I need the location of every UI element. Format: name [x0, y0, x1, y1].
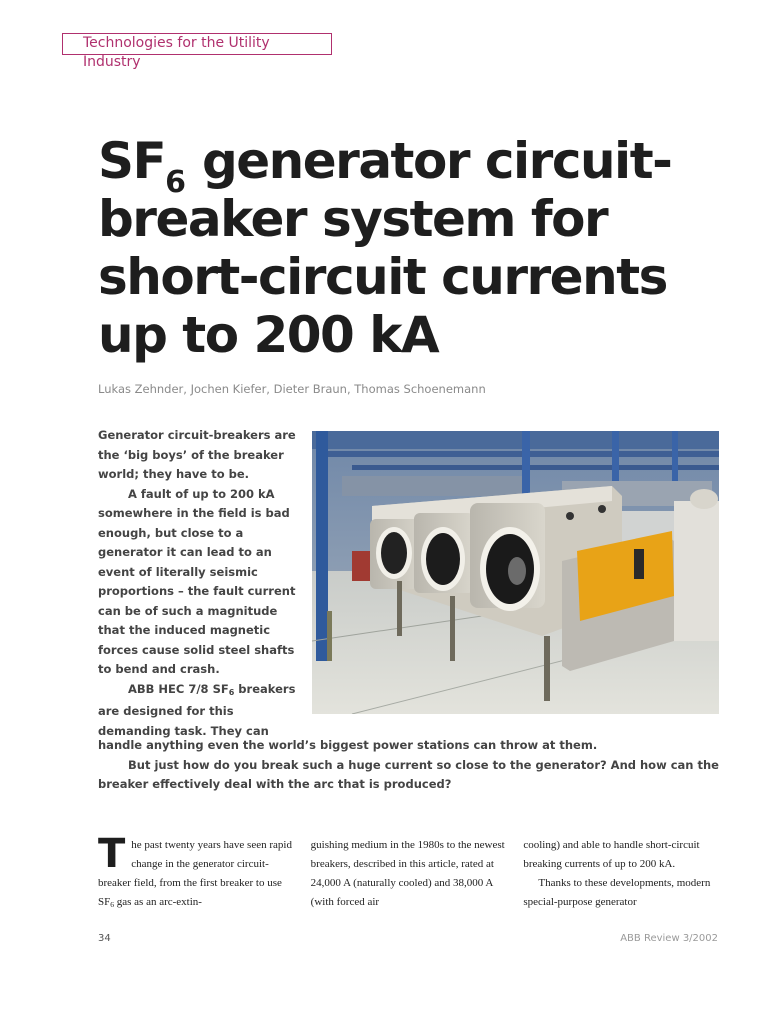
authors: Lukas Zehnder, Jochen Kiefer, Dieter Braun, Thomas Schoenemann	[98, 382, 486, 396]
article-title	[98, 132, 738, 364]
intro-paragraph-3-cont: handle anything even the world’s biggest power stations can throw at them.	[98, 738, 598, 752]
title-subscript: 6	[165, 165, 187, 200]
drop-cap: T	[98, 831, 126, 877]
column-2: guishing medium in the 1980s to the newest breakers, described in this article, rated at 24,000 A (naturally cooled) and 38,000 A (with forced air	[310, 839, 505, 908]
intro-paragraph-3: ABB HEC 7/8 $SF_6$ breakers are designed for this demanding task. They can	[98, 681, 296, 738]
section-label: Technologies for the Utility Industry	[62, 33, 332, 55]
intro-continuation	[98, 736, 728, 795]
body-text	[98, 831, 718, 914]
intro-paragraph-4: But just how do you break such a huge current so close to the generator? And how can the breaker effectively deal with the arc that is produced?	[98, 757, 719, 791]
breaker-photo	[312, 431, 719, 714]
intro-paragraph-1: Generator circuit-breakers are the ‘big boys’ of the breaker world; they have to be.	[98, 428, 296, 481]
issue-label: ABB Review 3/2002	[620, 933, 718, 944]
intro-lead	[98, 426, 308, 741]
page-number: 34	[98, 933, 111, 944]
column-1: The past twenty years have seen rapid change in the generator circuit-breaker field, from the first breaker to use $SF_6$ gas as an arc-extin-	[98, 831, 292, 909]
title-part-2: generator circuit-breaker system for short-circuit currents up to 200 kA	[98, 132, 672, 364]
intro-paragraph-2: A fault of up to 200 kA somewhere in the field is bad enough, but close to a generator it can lead to an event of literally seismic proportions – the fault current can be of such a magnitude that the induced magnetic forces cause solid steel shafts to bend and crash.	[98, 486, 296, 676]
title-part-1: SF	[98, 132, 166, 190]
column-3: cooling) and able to handle short-circuit breaking currents of up to 200 kA. Thanks to these developments, modern special-purpose generator	[523, 839, 711, 908]
